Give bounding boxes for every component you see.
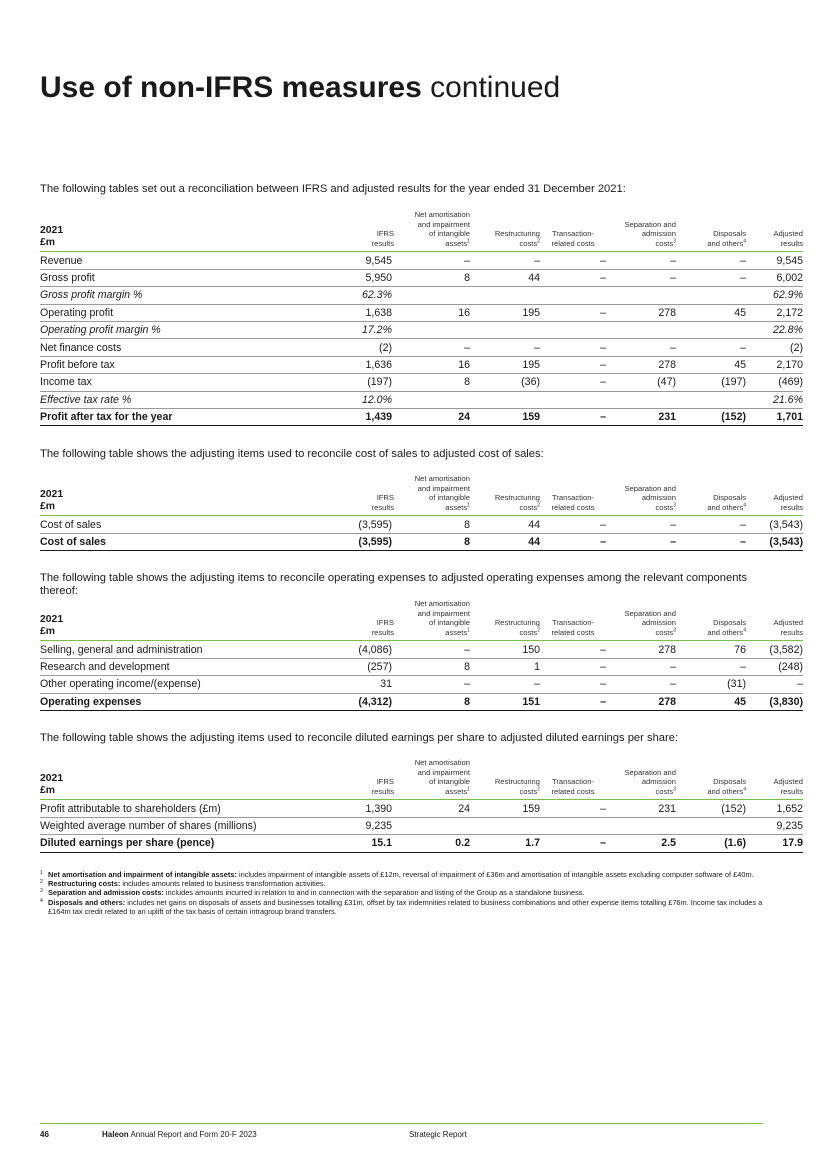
table-row: Profit attributable to shareholders (£m) 1,390 24 159 – 231 (152) 1,652: [40, 800, 803, 817]
table-row: Net finance costs (2) – – – – – (2): [40, 339, 803, 356]
amortisation-header: Net amortisation and impairment of intangible assets$^1$: [394, 210, 470, 252]
separation-header: Separation and admission costs$^3$: [606, 758, 676, 800]
section-name: Strategic Report: [409, 1130, 467, 1139]
section-intro: The following table shows the adjusting items used to reconcile cost of sales to adjusted cost of sales:: [40, 448, 544, 460]
restructuring-header: Restructuring costs$^2$: [470, 758, 540, 800]
footer-divider: [40, 1123, 763, 1124]
table-row: Operating profit margin % 17.2% 22.8%: [40, 321, 803, 338]
page-title: Use of non-IFRS measures continued: [40, 71, 561, 104]
table-row: Revenue 9,545 – – – – – 9,545: [40, 252, 803, 269]
table-row: Operating profit 1,638 16 195 – 278 45 2,172: [40, 304, 803, 321]
separation-header: Separation and admission costs$^3$: [606, 474, 676, 516]
adjusted-results-header: Adjusted results: [746, 210, 803, 252]
restructuring-header: Restructuring costs$^2$: [470, 474, 540, 516]
section-intro: The following table shows the adjusting items used to reconcile diluted earnings per share to adjusted diluted earnings per share:: [40, 732, 679, 744]
separation-header: Separation and admission costs$^3$: [606, 599, 676, 641]
separation-header: Separation and admission costs$^3$: [606, 210, 676, 252]
year-header: 2021 £m: [40, 210, 308, 252]
adjusted-results-header: Adjusted results: [746, 599, 803, 641]
header-row: [40, 210, 803, 252]
section-intro: The following table shows the adjusting items to reconcile operating expenses to adjusted operating expenses among the relevant components thereof:: [40, 572, 748, 597]
transaction-header: Transaction- related costs: [540, 474, 606, 516]
total-row: Operating expenses (4,312) 8 151 – 278 45 (3,830): [40, 693, 803, 710]
year-header: 2021 £m: [40, 599, 308, 641]
amortisation-header: Net amortisation and impairment of intangible assets$^1$: [394, 474, 470, 516]
transaction-header: Transaction- related costs: [540, 599, 606, 641]
adjusted-results-header: Adjusted results: [746, 758, 803, 800]
table-row: Selling, general and administration (4,086) – 150 – 278 76 (3,582): [40, 641, 803, 658]
disposals-header: Disposals and others$^4$: [676, 599, 746, 641]
total-row: Profit after tax for the year 1,439 24 159 – 231 (152) 1,701: [40, 408, 803, 425]
disposals-header: Disposals and others$^4$: [676, 210, 746, 252]
cost-of-sales-table: [40, 474, 803, 551]
header-row: [40, 758, 803, 800]
table-row: Research and development (257) 8 1 – – – (248): [40, 658, 803, 675]
transaction-header: Transaction- related costs: [540, 210, 606, 252]
report-name: Haleon Annual Report and Form 20-F 2023: [102, 1130, 257, 1139]
table-row: Cost of sales (3,595) 8 44 – – – (3,543): [40, 516, 803, 533]
ifrs-results-header: IFRS results: [308, 758, 394, 800]
page-number: 46: [40, 1130, 49, 1139]
restructuring-header: Restructuring costs$^2$: [470, 210, 540, 252]
disposals-header: Disposals and others$^4$: [676, 758, 746, 800]
disposals-header: Disposals and others$^4$: [676, 474, 746, 516]
table-row: Profit before tax 1,636 16 195 – 278 45 2,170: [40, 356, 803, 373]
header-row: [40, 599, 803, 641]
footnote: 1 Net amortisation and impairment of intangible assets: includes impairment of intangible assets of £12m, reversal of impairment of £36m and amortisation of intangible assets excluding computer software of £40m.: [40, 870, 754, 879]
section-intro: The following tables set out a reconciliation between IFRS and adjusted results for the year ended 31 December 2021:: [40, 183, 626, 195]
ifrs-results-header: IFRS results: [308, 474, 394, 516]
table-row: Income tax (197) 8 (36) – (47) (197) (469): [40, 374, 803, 391]
operating-expenses-table: [40, 599, 803, 711]
footnote: 2 Restructuring costs: includes amounts related to business transformation activities.: [40, 879, 326, 889]
adjusted-results-header: Adjusted results: [746, 474, 803, 516]
amortisation-header: Net amortisation and impairment of intangible assets$^1$: [394, 599, 470, 641]
footnotes: [40, 870, 765, 916]
table-row: Gross profit margin % 62.3% 62.9%: [40, 287, 803, 304]
amortisation-header: Net amortisation and impairment of intangible assets$^1$: [394, 758, 470, 800]
transaction-header: Transaction- related costs: [540, 758, 606, 800]
table-row: Other operating income/(expense) 31 – – – – (31) –: [40, 676, 803, 693]
reconciliation-table: [40, 210, 803, 426]
earnings-per-share-table: [40, 758, 803, 853]
year-header: 2021 £m: [40, 758, 308, 800]
footnote: 3 Separation and admission costs: includes amounts incurred in relation to and in connection with the separation and listing of the Group as a standalone business.: [40, 888, 585, 898]
ifrs-results-header: IFRS results: [308, 210, 394, 252]
total-row: Cost of sales (3,595) 8 44 – – – (3,543): [40, 533, 803, 550]
footnote: 4 Disposals and others: includes net gains on disposals of assets and businesses totalling £31m, offset by tax indemnities related to business combinations and other expense items totalling £76m. Income tax includes a £164m tax credit related to an uplift of the tax basis of certain intragroup brand transfers.: [40, 897, 763, 916]
year-header: 2021 £m: [40, 474, 308, 516]
table-row: Gross profit 5,950 8 44 – – – 6,002: [40, 269, 803, 286]
restructuring-header: Restructuring costs$^2$: [470, 599, 540, 641]
table-row: Weighted average number of shares (millions) 9,235 9,235: [40, 817, 803, 834]
header-row: [40, 474, 803, 516]
total-row: Diluted earnings per share (pence) 15.1 0.2 1.7 – 2.5 (1.6) 17.9: [40, 835, 803, 852]
table-row: Effective tax rate % 12.0% 21.6%: [40, 391, 803, 408]
ifrs-results-header: IFRS results: [308, 599, 394, 641]
